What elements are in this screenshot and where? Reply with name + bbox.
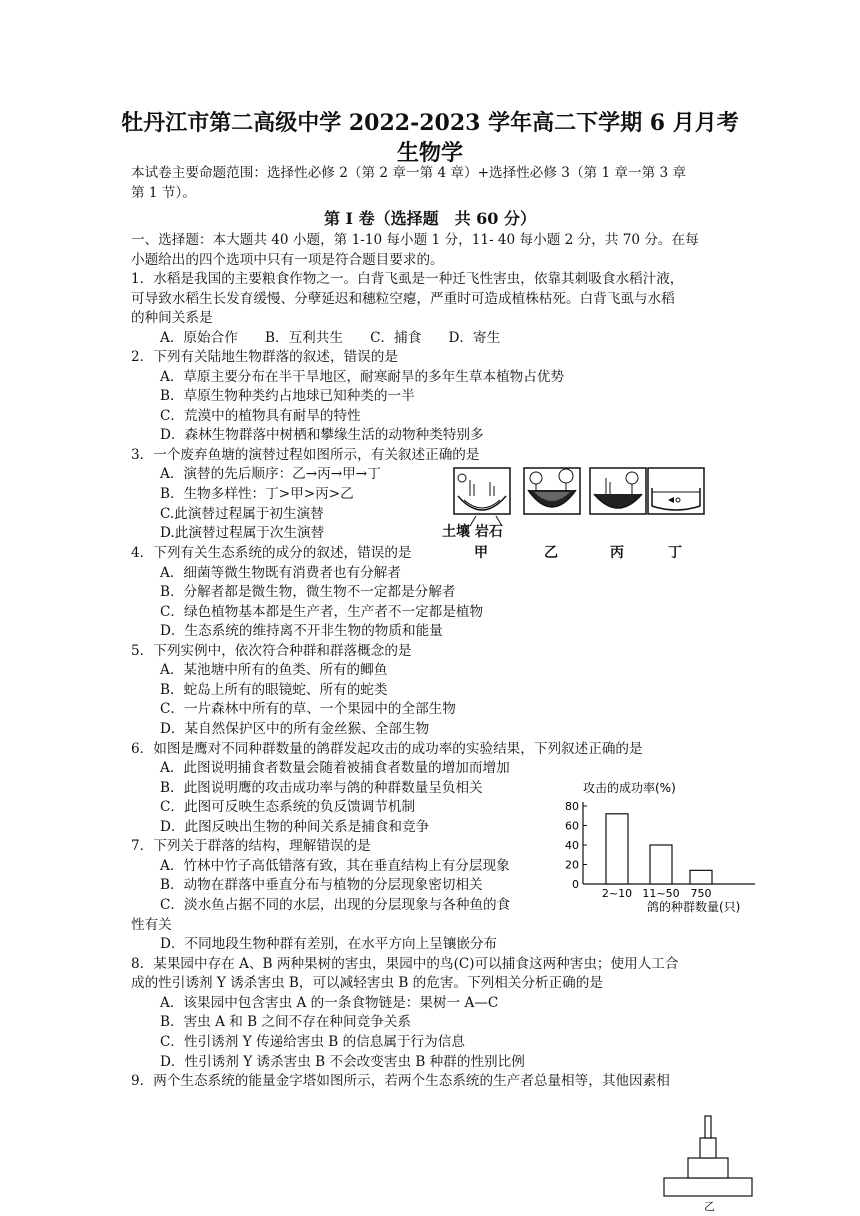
pyramid-level-1 — [664, 1178, 752, 1196]
section-title: 第 I 卷（选择题 共 60 分） — [323, 209, 537, 228]
y-tick-label: 80 — [565, 800, 579, 813]
figure-label-soil-rock: 土壤 岩石 — [442, 524, 503, 540]
q7-option-c-cont: 性有关 — [131, 917, 172, 933]
q2-stem: 2．下列有关陆地生物群落的叙述，错误的是 — [131, 349, 398, 365]
q7-option-d: D．不同地段生物种群有差别，在水平方向上呈镶嵌分布 — [160, 936, 498, 952]
q8-option-c: C．性引诱剂 Y 传递给害虫 B 的信息属于行为信息 — [160, 1034, 465, 1050]
x-tick-label: 2~10 — [601, 887, 633, 900]
q6-option-b: B．此图说明鹰的攻击成功率与鸽的种群数量呈负相关 — [160, 780, 483, 796]
q8-option-a: A．该果园中包含害虫 A 的一条食物链是：果树一 A—C — [160, 995, 499, 1011]
q3-option-c: C.此演替过程属于初生演替 — [160, 506, 324, 522]
scope-text-2: 第 1 节）。 — [131, 185, 196, 201]
bar-750 — [690, 870, 712, 884]
figure-label-jia: 甲 — [474, 545, 488, 561]
q4-stem: 4．下列有关生态系统的成分的叙述，错误的是 — [131, 545, 412, 561]
q6-option-d: D．此图反映出生物的种间关系是捕食和竞争 — [160, 819, 430, 835]
q5-option-d: D．某自然保护区中的所有金丝猴、全部生物 — [160, 721, 430, 737]
q8-stem-2: 成的性引诱剂 Y 诱杀害虫 B，可以减轻害虫 B 的危害。下列相关分析正确的是 — [131, 975, 603, 991]
success-rate-chart — [555, 778, 765, 918]
pyramid-level-4 — [705, 1116, 711, 1138]
q7-option-c: C．淡水鱼占据不同的水层，出现的分层现象与各种鱼的食 — [160, 897, 511, 913]
q7-option-a: A．竹林中竹子高低错落有致，其在垂直结构上有分层现象 — [160, 858, 510, 874]
chart-title: 攻击的成功率(%) — [583, 781, 676, 795]
q2-option-b: B．草原生物种类约占地球已知种类的一半 — [160, 388, 415, 404]
panel-ding — [648, 468, 704, 514]
q7-option-b: B．动物在群落中垂直分布与植物的分层现象密切相关 — [160, 877, 483, 893]
bar-2~10 — [606, 814, 628, 884]
x-tick-label: 750 — [690, 887, 712, 900]
scope-text: 本试卷主要命题范围：选择性必修 2（第 2 章一第 4 章）+选择性必修 3（第 1 章一第 3 章 — [131, 165, 687, 181]
chart-xlabel: 鸽的种群数量(只) — [647, 900, 741, 914]
q1-options: A．原始合作 B．互利共生 C．捕食 D．寄生 — [160, 330, 501, 346]
figure-label-bing: 丙 — [610, 545, 624, 561]
q2-option-d: D．森林生物群落中树栖和攀缘生活的动物种类特别多 — [160, 427, 484, 443]
q5-stem: 5．下列实例中，依次符合种群和群落概念的是 — [131, 643, 412, 659]
bar-chart-svg — [555, 778, 765, 918]
panel-bing — [590, 468, 646, 514]
q5-option-c: C．一片森林中所有的草、一个果园中的全部生物 — [160, 701, 456, 717]
panel-yi — [524, 468, 580, 514]
section-intro-2: 小题给出的四个选项中只有一项是符合题目要求的。 — [131, 252, 444, 268]
q5-option-a: A．某池塘中所有的鱼类、所有的鲫鱼 — [160, 662, 388, 678]
q4-option-b: B．分解者都是微生物，微生物不一定都是分解者 — [160, 584, 456, 600]
q6-stem: 6．如图是鹰对不同种群数量的鸽群发起攻击的成功率的实验结果，下列叙述正确的是 — [131, 741, 643, 757]
bar-11~50 — [650, 845, 672, 884]
subject-title: 生物学 — [396, 140, 463, 166]
q3-option-b: B．生物多样性：丁>甲>丙>乙 — [160, 486, 354, 502]
x-tick-label: 11~50 — [642, 887, 680, 900]
q2-option-c: C．荒漠中的植物具有耐旱的特性 — [160, 408, 361, 424]
y-tick-label: 40 — [565, 839, 579, 852]
y-tick-label: 60 — [565, 819, 579, 833]
q2-option-a: A．草原主要分布在半干旱地区，耐寒耐旱的多年生草本植物占优势 — [160, 369, 565, 385]
q4-option-a: A．细菌等微生物既有消费者也有分解者 — [160, 565, 401, 581]
q4-option-d: D．生态系统的维持离不开非生物的物质和能量 — [160, 623, 443, 639]
q7-stem: 7．下列关于群落的结构，理解错误的是 — [131, 838, 371, 854]
q1-stem-2: 可导致水稻生长发育缓慢、分孽延迟和穗粒空瘪，严重时可造成植株枯死。白背飞虱与水稻 — [131, 291, 675, 307]
pyramid-level-2 — [688, 1158, 728, 1178]
energy-pyramid-figure — [662, 1112, 754, 1216]
y-tick-label: 0 — [572, 878, 579, 891]
q3-option-a: A．演替的先后顺序：乙→丙→甲→丁 — [160, 466, 381, 482]
section-intro: 一、选择题：本大题共 40 小题，第 1-10 每小题 1 分，11- 40 每小题 2 分，共 70 分。在每 — [131, 232, 699, 248]
q6-option-c: C．此图可反映生态系统的负反馈调节机制 — [160, 799, 416, 815]
pyramid-level-3 — [700, 1138, 716, 1158]
figure-label-yi: 乙 — [544, 545, 558, 561]
q8-option-d: D．性引诱剂 Y 诱杀害虫 B 不会改变害虫 B 种群的性别比例 — [160, 1054, 525, 1070]
pyramid-label: 乙 — [704, 1200, 715, 1213]
page-title: 牡丹江市第二高级中学 2022-2023 学年高二下学期 6 月月考 — [121, 110, 739, 136]
q1-stem-3: 的种间关系是 — [131, 310, 213, 326]
succession-figure — [440, 466, 710, 562]
y-tick-label: 20 — [565, 858, 579, 872]
figure-label-ding: 丁 — [668, 545, 682, 561]
panel-jia — [454, 468, 510, 514]
q5-option-b: B．蛇岛上所有的眼镜蛇、所有的蛇类 — [160, 682, 388, 698]
q1-stem: 1．水稻是我国的主要粮食作物之一。白背飞虱是一种迁飞性害虫，依靠其刺吸食水稻汁液， — [131, 271, 684, 287]
q9-stem: 9．两个生态系统的能量金字塔如图所示，若两个生态系统的生产者总量相等，其他因素相 — [131, 1073, 670, 1089]
q3-option-d: D.此演替过程属于次生演替 — [160, 525, 325, 541]
q8-option-b: B．害虫 A 和 B 之间不存在种间竞争关系 — [160, 1014, 411, 1030]
q4-option-c: C．绿色植物基本都是生产者，生产者不一定都是植物 — [160, 604, 484, 620]
q6-option-a: A．此图说明捕食者数量会随着被捕食者数量的增加而增加 — [160, 760, 510, 776]
q8-stem: 8．某果园中存在 A、B 两种果树的害虫，果园中的鸟(C)可以捕食这两种害虫；使用人工合 — [131, 956, 679, 972]
q3-stem: 3．一个废弃鱼塘的演替过程如图所示，有关叙述正确的是 — [131, 447, 480, 463]
